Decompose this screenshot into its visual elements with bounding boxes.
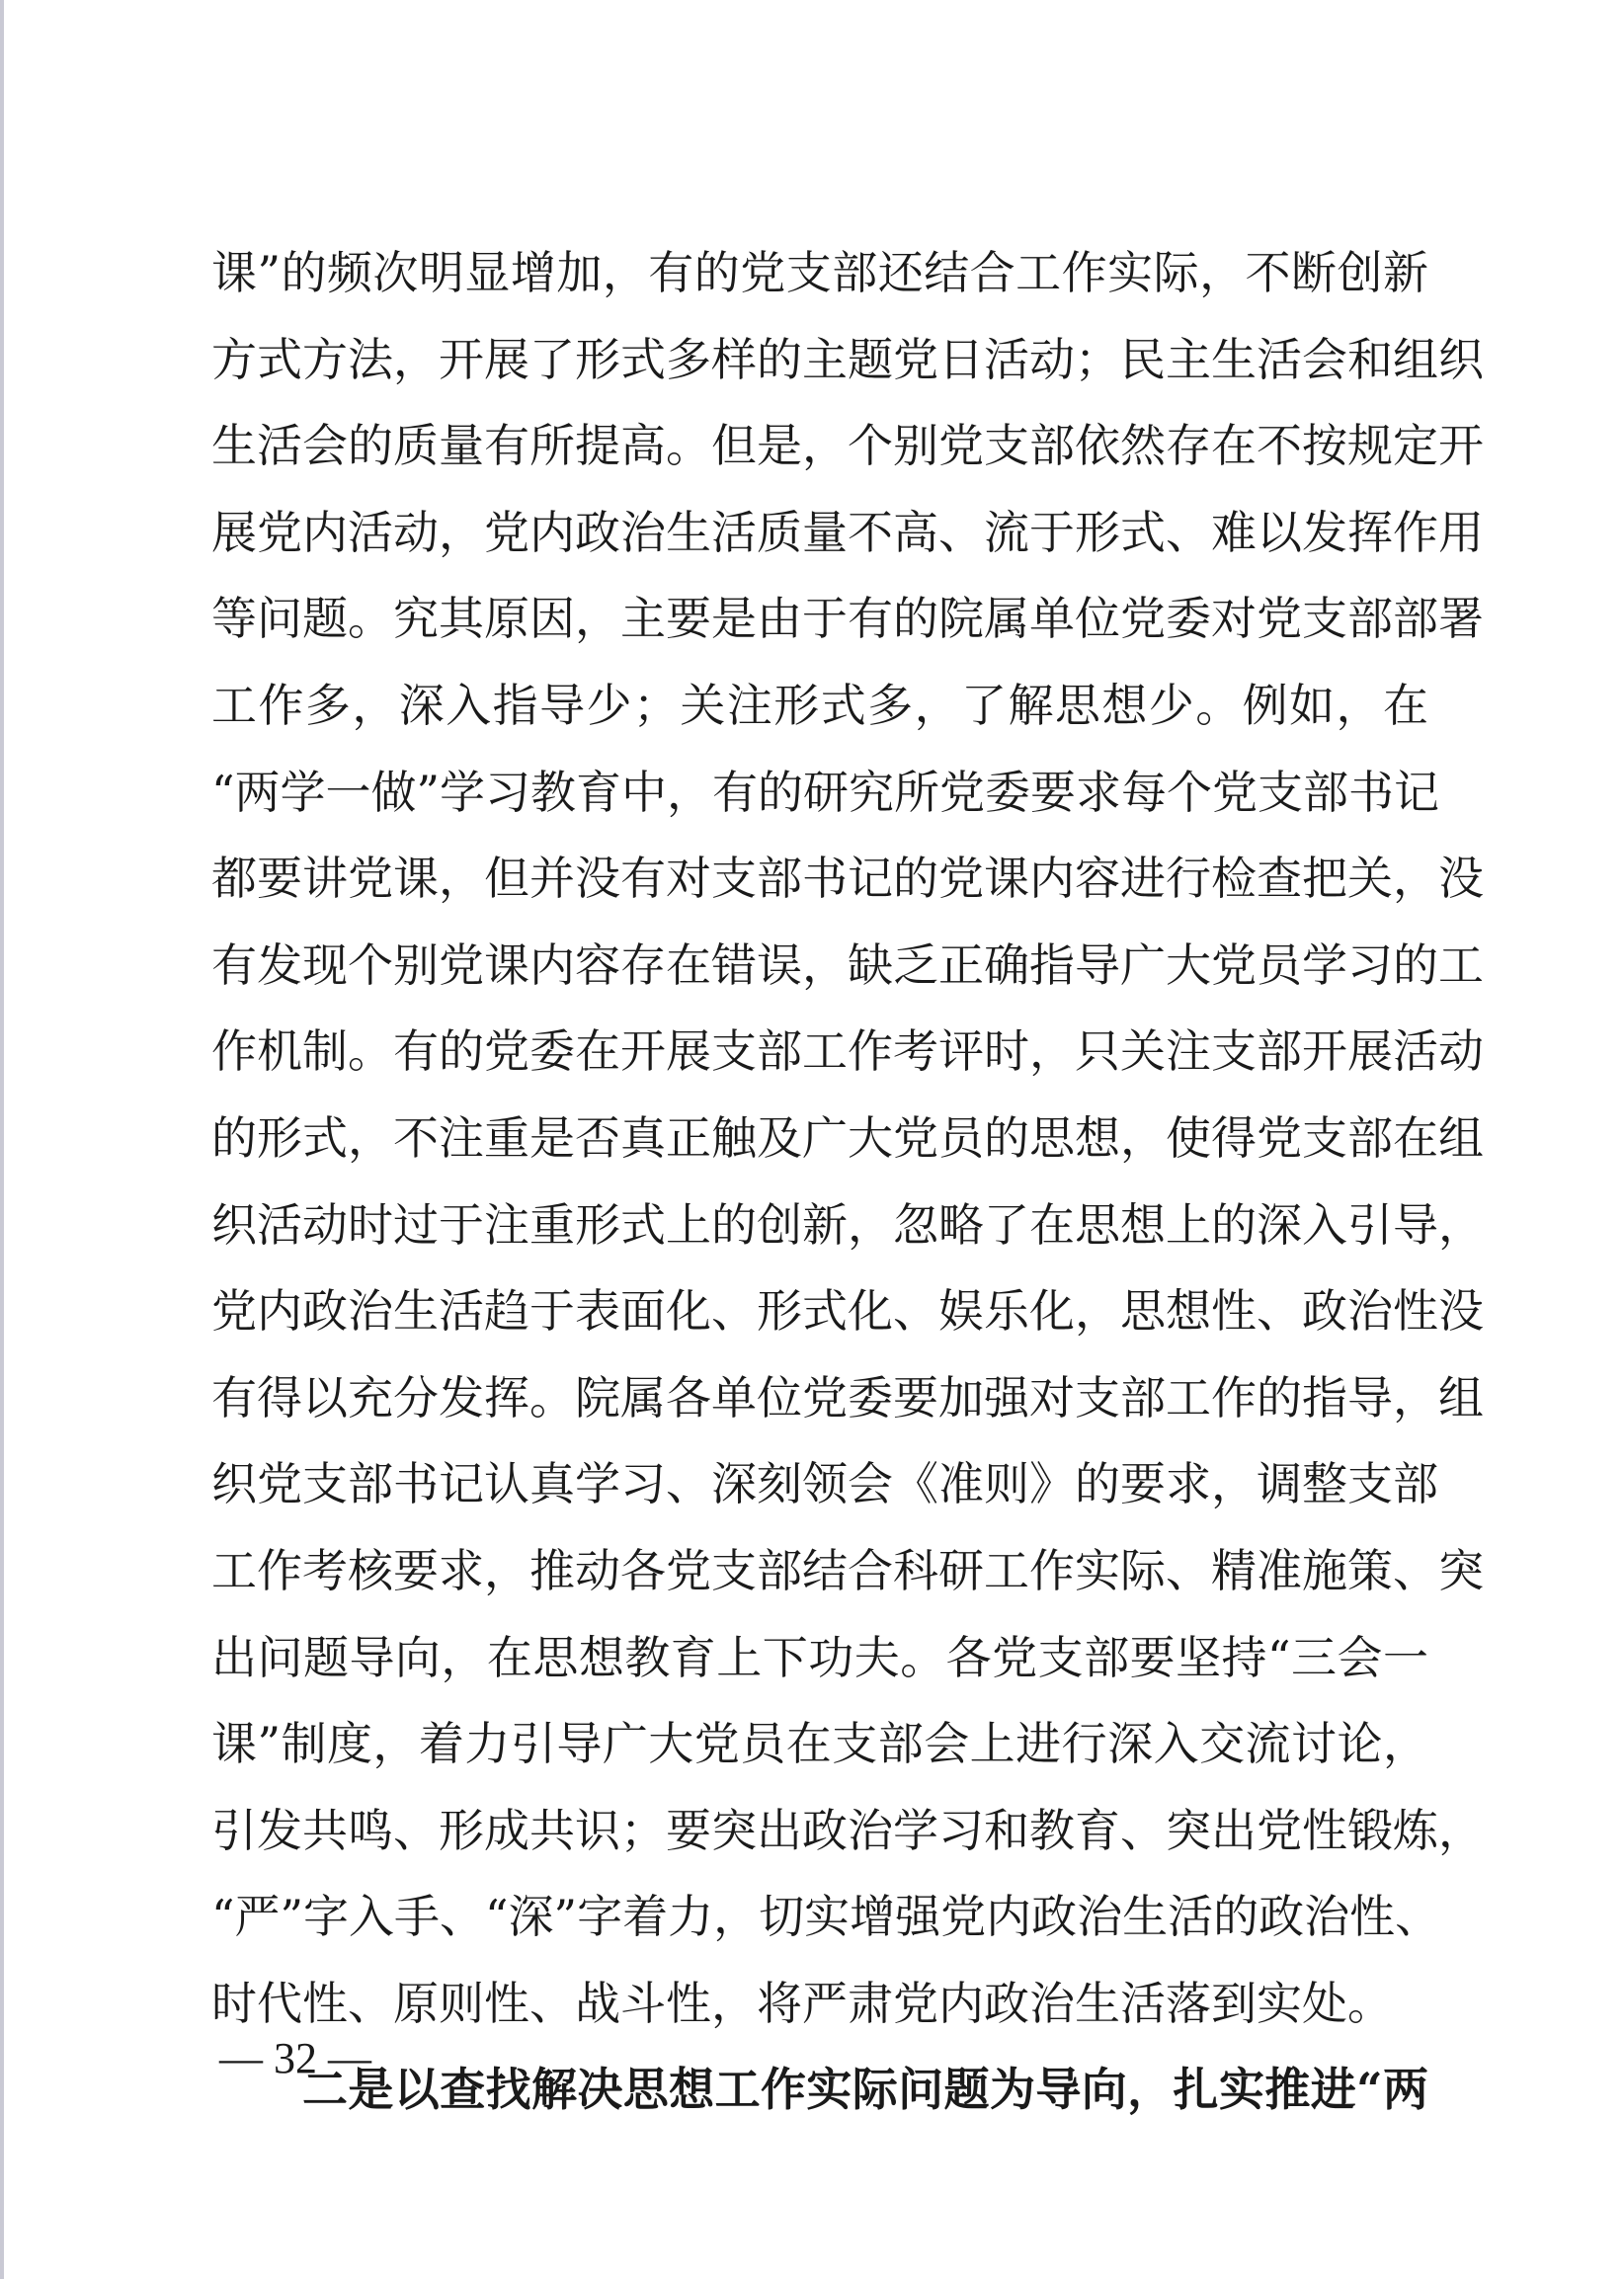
text-line: 方式方法，开展了形式多样的主题党日活动；民主生活会和组织 [211, 332, 1484, 386]
text-line: 党内政治生活趋于表面化、形式化、娱乐化，思想性、政治性没 [211, 1284, 1484, 1339]
text-line: 有发现个别党课内容存在错误，缺乏正确指导广大党员学习的工 [211, 937, 1484, 992]
text-line: 等问题。究其原因，主要是由于有的院属单位党委对党支部部署 [211, 592, 1484, 646]
text-line: 织党支部书记认真学习、深刻领会《准则》的要求，调整支部 [211, 1457, 1438, 1511]
page-number: — 32 — [219, 2034, 371, 2082]
text-line: 课”的频次明显增加，有的党支部还结合工作实际，不断创新 [211, 246, 1428, 299]
text-line: 课”制度，着力引导广大党员在支部会上进行深入交流讨论， [211, 1717, 1428, 1771]
text-line: “严”字入手、“深”字着力，切实增强党内政治生活的政治性、 [211, 1890, 1441, 1944]
text-line: “两学一做”学习教育中，有的研究所党委要求每个党支部书记 [211, 765, 1440, 819]
text-line: 出问题导向，在思想教育上下功夫。各党支部要坚持“三会一 [211, 1630, 1428, 1684]
section-heading-line: 二是以查找解决思想工作实际问题为导向，扎实推进“两 [302, 2063, 1428, 2117]
text-line: 作机制。有的党委在开展支部工作考评时，只关注支部开展活动 [211, 1024, 1484, 1079]
text-line: 生活会的质量有所提高。但是，个别党支部依然存在不按规定开 [211, 419, 1484, 473]
text-line: 工作考核要求，推动各党支部结合科研工作实际、精准施策、突 [211, 1543, 1484, 1597]
text-line: 有得以充分发挥。院属各单位党委要加强对支部工作的指导，组 [211, 1370, 1484, 1424]
text-line: 展党内活动，党内政治生活质量不高、流于形式、难以发挥作用 [211, 505, 1484, 559]
document-body [211, 230, 1484, 2134]
text-line: 都要讲党课，但并没有对支部书记的党课内容进行检查把关，没 [211, 852, 1484, 906]
text-line: 引发共鸣、形成共识；要突出政治学习和教育、突出党性锻炼， [211, 1803, 1484, 1857]
text-line: 织活动时过于注重形式上的创新，忽略了在思想上的深入引导， [211, 1197, 1484, 1252]
text-line: 的形式，不注重是否真正触及广大党员的思想，使得党支部在组 [211, 1110, 1484, 1165]
scan-edge [0, 0, 4, 2279]
text-line: 时代性、原则性、战斗性，将严肃党内政治生活落到实处。 [211, 1976, 1393, 2030]
text-line: 工作多，深入指导少；关注形式多，了解思想少。例如，在 [211, 678, 1428, 732]
